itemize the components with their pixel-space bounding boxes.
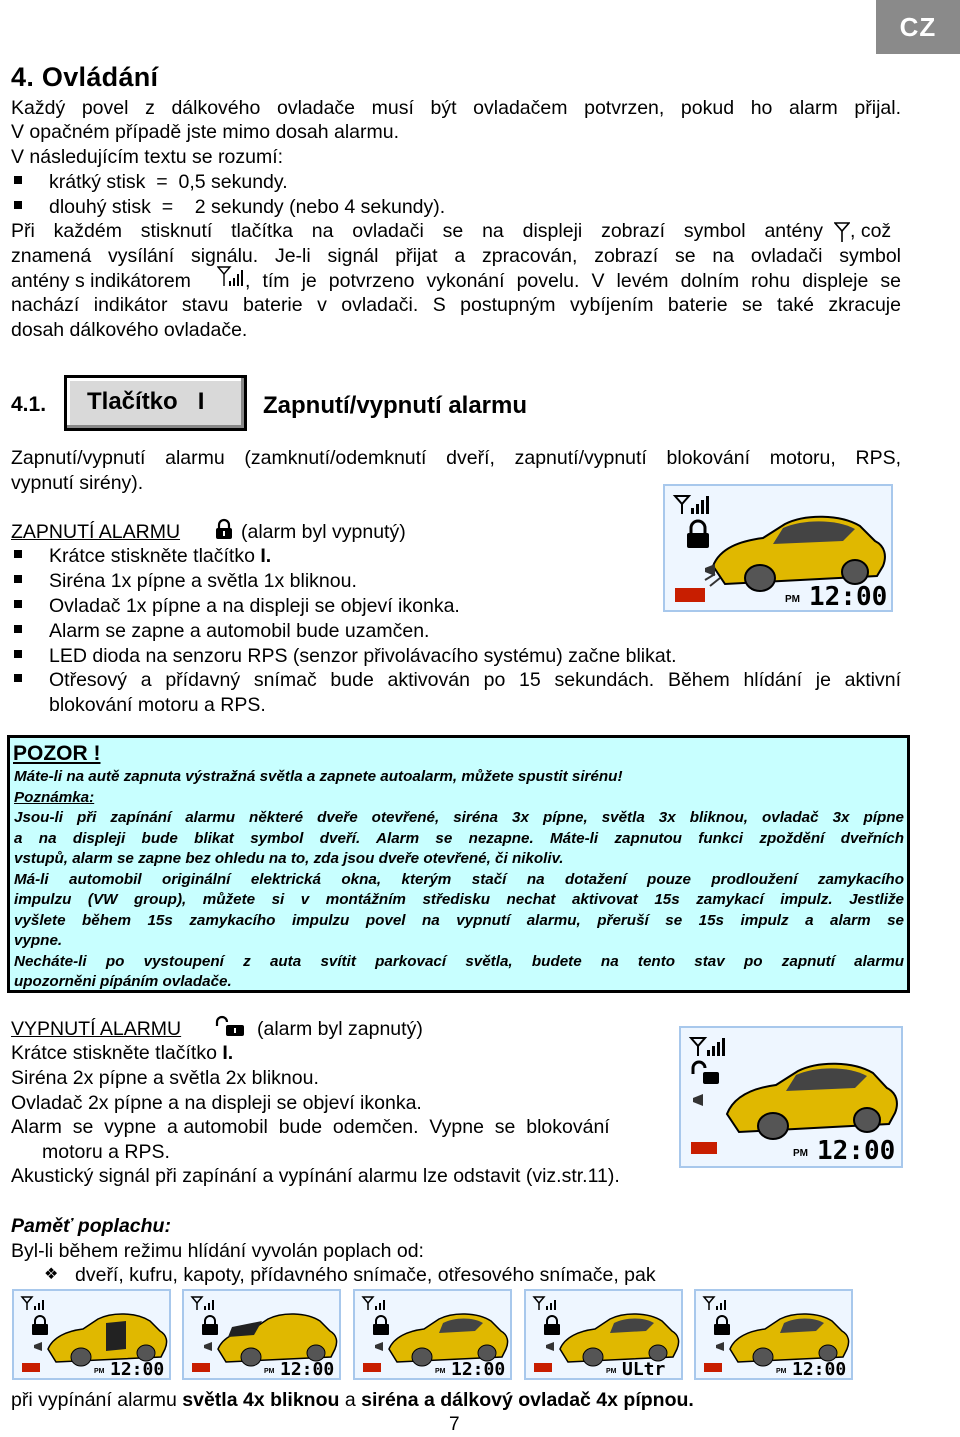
display-time: 12:00: [451, 1359, 506, 1378]
arm-heading-text: ZAPNUTÍ ALARMU: [11, 521, 181, 543]
arm-step-2: Siréna 1x pípne a světla 1x bliknou.: [49, 570, 357, 592]
display-time: 12:00: [817, 1136, 896, 1166]
closing-part-b: světla 4x bliknou: [182, 1389, 340, 1411]
arm-note: (alarm byl vypnutý): [241, 521, 406, 543]
arm-step-5: LED dioda na senzoru RPS (senzor přivolávacího systému) začne blikat.: [49, 645, 677, 667]
memory-line-1: Byl-li během režimu hlídání vyvolán poplach od:: [11, 1240, 424, 1262]
bullet-marker: [14, 575, 22, 583]
disarm-line-2: Siréna 2x pípne a světla 2x bliknou.: [11, 1067, 319, 1089]
bullet-marker: [14, 600, 22, 608]
note-line-5: impulzu (VW group), můžete si v montážním středisku nechat aktivovat 15s zamykací impulz. Jestliže: [14, 891, 904, 908]
arm-step-6-cont: blokování motoru a RPS.: [49, 694, 266, 716]
intro-line-2: V opačném případě jste mimo dosah alarmu.: [11, 121, 400, 143]
warning-title: [13, 742, 101, 766]
bullet-marker: [14, 201, 22, 209]
display-pm: PM: [793, 1148, 808, 1159]
arm-step-1-text: Krátce stiskněte tlačítko: [49, 545, 261, 567]
disarm-line-3: Ovladač 2x pípne a na displeji se objeví ikonka.: [11, 1092, 422, 1114]
disarm-line-1-text: Krátce stiskněte tlačítko: [11, 1042, 223, 1064]
memory-closing: [11, 1388, 694, 1412]
note-line-8: Necháte-li po vystoupení z auta svítit parkovací světla, budete na tento stav po zapnutí alarmu: [14, 953, 904, 970]
alarm-memory-display-hood: [353, 1289, 512, 1380]
page-title: 4. Ovládání: [11, 62, 159, 92]
display-time: ULtr: [622, 1359, 666, 1378]
antenna-icon: [834, 222, 850, 242]
memory-bullet: dveří, kufru, kapoty, přídavného snímače, otřesového snímače, pak: [75, 1264, 656, 1286]
warning-line: Máte-li na autě zapnuta výstražná světla a zapnete autoalarm, můžete spustit sirénu!: [14, 768, 623, 785]
display-time: 12:00: [110, 1359, 165, 1378]
alarm-memory-display-doors: [12, 1289, 171, 1380]
section-desc-1: Zapnutí/vypnutí alarmu (zamknutí/odemknutí dveří, zapnutí/vypnutí blokování motoru, RPS,: [11, 447, 901, 469]
bullet-marker: [14, 650, 22, 658]
remote-display-disarmed: [679, 1026, 903, 1168]
display-pm: PM: [94, 1368, 105, 1375]
signal-text-1b: , což: [850, 220, 892, 242]
note-line-9: upozorněni pípáním ovladače.: [14, 973, 232, 990]
bullet-marker: [14, 550, 22, 558]
arm-step-1: [49, 544, 271, 568]
arm-heading: [11, 520, 180, 544]
note-line-6: vyšlete během 15s zamykacího impulzu povel na vypnutí alarmu, přeruší se 15s impulz a alarm se: [14, 912, 904, 929]
long-press-definition: dlouhý stisk = 2 sekundy (nebo 4 sekundy).: [49, 196, 446, 218]
note-line-4: Má-li automobil originální elektrická okna, kterým stačí na dotažení pouze prodloužení zamykacího: [14, 871, 904, 888]
arm-step-4: Alarm se zapne a automobil bude uzamčen.: [49, 620, 430, 642]
intro-line-3: V následujícím textu se rozumí:: [11, 146, 284, 168]
bullet-marker: [14, 176, 22, 184]
arm-step-3: Ovladač 1x pípne a na displeji se objeví ikonka.: [49, 595, 460, 617]
section-title: Zapnutí/vypnutí alarmu: [263, 392, 528, 419]
bullet-marker: [14, 625, 22, 633]
button-i-label: Tlačítko I: [87, 388, 205, 415]
arm-step-6: Otřesový a přídavný snímač bude aktivován po 15 sekundách. Během hlídání je aktivní: [49, 669, 901, 691]
disarm-line-6: Akustický signál při zapínání a vypínání alarmu lze odstavit (viz.str.11).: [11, 1165, 620, 1187]
note-label-text: Poznámka:: [14, 789, 95, 806]
warning-box: [7, 735, 910, 993]
language-tab: CZ: [876, 0, 960, 54]
closing-part-a: při vypínání alarmu: [11, 1389, 183, 1411]
disarm-line-4: Alarm se vypne a automobil bude odemčen. Vypne se blokování: [11, 1116, 610, 1138]
note-label: [14, 788, 94, 809]
button-letter: I.: [260, 545, 272, 567]
signal-text-2: znamená vysílání signálu. Je-li signál přijat a zpracován, zobrazí se na ovladači symbol: [11, 245, 901, 267]
diamond-bullet-icon: ❖: [44, 1266, 59, 1283]
signal-text-5: dosah dálkového ovladače.: [11, 319, 248, 341]
display-time: 12:00: [809, 582, 888, 610]
short-press-definition: krátký stisk = 0,5 sekundy.: [49, 171, 288, 193]
signal-text-3b: , tím je potvrzeno vykonání povelu. V levém dolním rohu displeje se: [245, 270, 901, 292]
antenna-signal-icon: [217, 266, 243, 288]
bullet-marker: [14, 674, 22, 682]
memory-heading: Paměť poplachu:: [11, 1215, 171, 1237]
display-pm: PM: [264, 1368, 275, 1375]
display-pm: PM: [606, 1368, 617, 1375]
display-pm: PM: [776, 1368, 787, 1375]
disarm-line-1: [11, 1041, 233, 1065]
disarm-note: (alarm byl zapnutý): [257, 1018, 423, 1040]
note-line-1: Jsou-li při zapínání alarmu některé dveře otevřené, siréna 3x pípne, světla 3x bliknou, ovladač 3x pípne: [14, 809, 904, 826]
button-i-box: [64, 375, 247, 431]
note-line-3: vstupů, alarm se zapne bez ohledu na to, zda jsou dveře otevřené, či nikoliv.: [14, 850, 564, 867]
note-line-2: a na displeji bude blikat symbol dveří. Alarm se nezapne. Máte-li zapnutou funkci zpoždění dveřních: [14, 830, 904, 847]
section-desc-2: vypnutí sirény).: [11, 472, 144, 494]
disarm-heading-text: VYPNUTÍ ALARMU: [11, 1018, 182, 1040]
section-number: 4.1.: [11, 393, 47, 416]
display-time: 12:00: [280, 1359, 335, 1378]
signal-text-1a: Při každém stisknutí tlačítka na ovladači se na displeji zobrazí symbol antény: [11, 220, 823, 242]
alarm-memory-display-shock: [694, 1289, 853, 1380]
warning-title-text: POZOR !: [13, 742, 101, 765]
signal-text-3a: antény s indikátorem: [11, 270, 191, 292]
alarm-memory-display-trunk: [182, 1289, 341, 1380]
remote-display-armed: [663, 484, 893, 612]
display-pm: PM: [435, 1368, 446, 1375]
display-time: 12:00: [792, 1359, 847, 1378]
disarm-line-5: motoru a RPS.: [42, 1141, 170, 1163]
signal-text-4: nachází indikátor stavu baterie v ovladači. S postupným vybíjením baterie se také zkracuje: [11, 294, 901, 316]
alarm-memory-display-sensor: [524, 1289, 683, 1380]
closing-part-d: siréna a dálkový ovladač 4x pípnou.: [361, 1389, 694, 1411]
disarm-heading: [11, 1017, 181, 1041]
page-number: 7: [449, 1414, 460, 1435]
note-line-7: vypne.: [14, 932, 63, 949]
button-letter: I.: [222, 1042, 234, 1064]
lock-closed-icon: [213, 518, 235, 540]
display-pm: PM: [785, 594, 800, 605]
lock-open-icon: [213, 1015, 247, 1037]
closing-part-c: a: [339, 1389, 362, 1411]
intro-line-1: Každý povel z dálkového ovladače musí být ovladačem potvrzen, pokud ho alarm přijal.: [11, 97, 901, 119]
